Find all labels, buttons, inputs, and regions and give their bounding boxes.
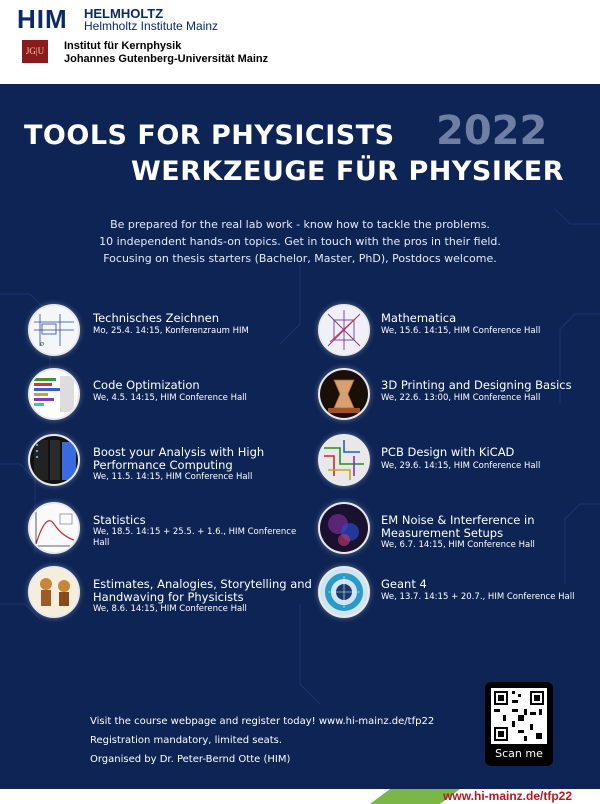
qr-label: Scan me <box>495 747 543 760</box>
institute-line-1: Institut für Kernphysik <box>64 40 182 52</box>
intro-line: Be prepared for the real lab work - know how to tackle the problems. <box>110 218 490 231</box>
code-profile-icon <box>28 368 80 420</box>
topic-info: We, 18.5. 14:15 + 25.5. + 1.6., HIM Conference <box>93 527 297 537</box>
topic-info: We, 6.7. 14:15, HIM Conference Hall <box>381 540 535 550</box>
title-year: 2022 <box>436 108 548 154</box>
technical-drawing-icon <box>28 304 80 356</box>
detector-icon <box>318 566 370 618</box>
jgu-logo: JG|U <box>22 40 48 63</box>
bottom-line: Organised by Dr. Peter-Bernd Otte (HIM) <box>90 754 291 765</box>
topic-title: Code Optimization <box>93 378 200 392</box>
intro-text <box>40 216 560 267</box>
topic-title: Handwaving for Physicists <box>93 590 244 604</box>
header <box>0 0 600 84</box>
topic-title: 3D Printing and Designing Basics <box>381 378 572 392</box>
topic-title: Geant 4 <box>381 577 427 591</box>
noise-icon <box>318 502 370 554</box>
topic-info: We, 11.5. 14:15, HIM Conference Hall <box>93 472 253 482</box>
him-logo: HIM <box>17 4 68 34</box>
title-line-2: WERKZEUGE FÜR PHYSIKER <box>131 156 565 187</box>
footer <box>0 789 600 804</box>
intro-line: Focusing on thesis starters (Bachelor, Master, PhD), Postdocs welcome. <box>103 252 497 265</box>
registration-text <box>90 712 434 769</box>
institute-block <box>64 40 268 66</box>
topic-info: We, 13.7. 14:15 + 20.7., HIM Conference Hall <box>381 592 575 602</box>
title-line-1: TOOLS FOR PHYSICISTS <box>24 120 395 151</box>
topic-title: EM Noise & Interference in <box>381 513 535 527</box>
topic-info: We, 29.6. 14:15, HIM Conference Hall <box>381 461 541 471</box>
topic-info: We, 8.6. 14:15, HIM Conference Hall <box>93 604 247 614</box>
topic-info: We, 22.6. 13:00, HIM Conference Hall <box>381 393 541 403</box>
svg-text:Ø: Ø <box>40 342 44 348</box>
intro-line: 10 independent hands-on topics. Get in touch with the pros in their field. <box>99 235 501 248</box>
qr-code[interactable] <box>485 682 553 766</box>
server-rack-icon <box>28 434 80 486</box>
topic-title: Statistics <box>93 513 146 527</box>
statistics-plot-icon <box>28 502 80 554</box>
topic-info: We, 4.5. 14:15, HIM Conference Hall <box>93 393 247 403</box>
topic-title: Technisches Zeichnen <box>93 311 219 325</box>
topic-title: Boost your Analysis with High <box>93 445 265 459</box>
helmholtz-label: HELMHOLTZ <box>84 6 164 21</box>
qr-code-image <box>491 688 547 744</box>
poster <box>0 84 600 789</box>
helmholtz-block <box>84 7 218 33</box>
topic-title: PCB Design with KiCAD <box>381 445 515 459</box>
topic-title: Measurement Setups <box>381 526 504 540</box>
topic-title: Estimates, Analogies, Storytelling and <box>93 577 312 591</box>
helmholtz-institute-label: Helmholtz Institute Mainz <box>84 19 219 33</box>
geometry-icon <box>318 304 370 356</box>
footer-url-link[interactable]: www.hi-mainz.de/tfp22 <box>443 789 572 803</box>
bottom-line: Visit the course webpage and register today! www.hi-mainz.de/tfp22 <box>90 716 435 727</box>
topic-title: Performance Computing <box>93 458 233 472</box>
pcb-icon <box>318 434 370 486</box>
institute-line-2: Johannes Gutenberg-Universität Mainz <box>64 53 269 65</box>
topic-title: Mathematica <box>381 311 457 325</box>
bottom-line: Registration mandatory, limited seats. <box>90 735 283 746</box>
3d-print-icon <box>318 368 370 420</box>
topic-info: Hall <box>93 538 110 548</box>
topic-info: Mo, 25.4. 14:15, Konferenzraum HIM <box>93 326 249 336</box>
cartoon-figures-icon <box>28 566 80 618</box>
topic-info: We, 15.6. 14:15, HIM Conference Hall <box>381 326 541 336</box>
